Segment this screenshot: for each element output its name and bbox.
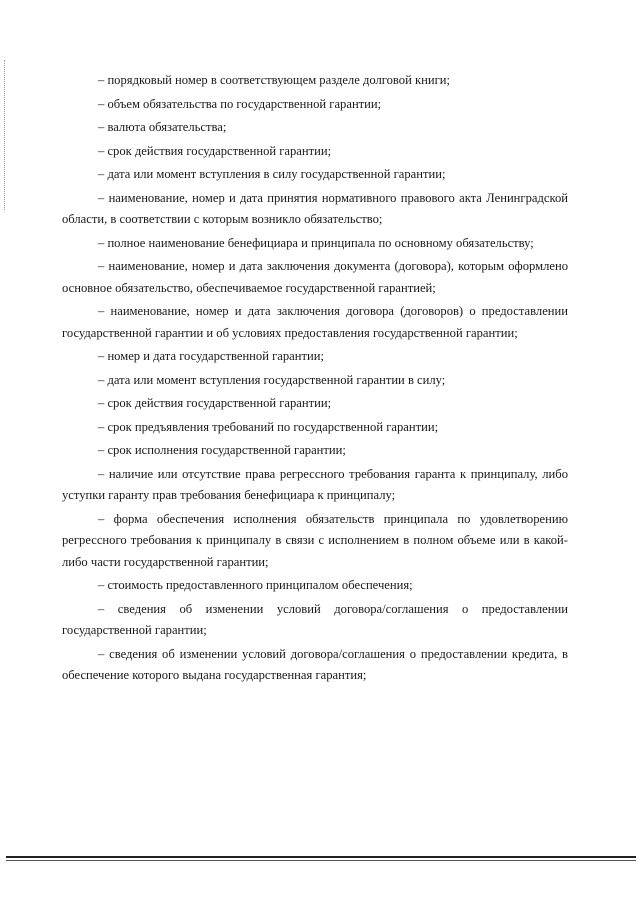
list-item: – валюта обязательства; — [98, 120, 227, 134]
page-bottom-border — [6, 856, 636, 858]
list-item: – наименование, номер и дата заключения документа (договора), которым оформлено основное обязательство, обеспечиваемое государственной гарантией; — [62, 259, 568, 295]
list-item: – дата или момент вступления в силу государственной гарантии; — [98, 167, 446, 181]
list-item: – наименование, номер и дата принятия нормативного правового акта Ленинградской области, в соответствии с которым возникло обязательство; — [62, 190, 568, 226]
scan-margin-mark — [4, 60, 6, 210]
page-bottom-border-shadow — [6, 860, 636, 861]
list-item: – срок исполнения государственной гарантии; — [98, 443, 346, 457]
list-of-requisites — [62, 70, 568, 689]
list-item: – наименование, номер и дата заключения договора (договоров) о предоставлении государственной гарантии и об условиях предоставления государственной гарантии; — [62, 304, 568, 340]
list-item: – стоимость предоставленного принципалом обеспечения; — [98, 578, 413, 592]
list-item: – номер и дата государственной гарантии; — [98, 349, 324, 363]
list-item: – срок действия государственной гарантии; — [98, 396, 332, 410]
list-item: – наличие или отсутствие права регрессного требования гаранта к принципалу, либо уступки гаранту прав требования бенефициара к принципалу; — [62, 466, 568, 502]
list-item: – дата или момент вступления государственной гарантии в силу; — [98, 372, 446, 387]
list-item: – объем обязательства по государственной гарантии; — [98, 96, 382, 111]
list-item: – форма обеспечения исполнения обязательств принципала по удовлетворению регрессного требования к принципалу в связи с исполнением в полном объеме или в какой-либо части государственной гарантии; — [62, 511, 568, 569]
list-item: – срок предъявления требований по государственной гарантии; — [98, 419, 439, 434]
list-item: – сведения об изменении условий договора/соглашения о предоставлении кредита, в обеспечение которого выдана государственная гарантия; — [62, 646, 568, 682]
list-item: – порядковый номер в соответствующем разделе долговой книги; — [98, 73, 450, 87]
list-item: – полное наименование бенефициара и принципала по основному обязательству; — [98, 235, 534, 250]
list-item: – сведения об изменении условий договора/соглашения о предоставлении государственной гарантии; — [62, 601, 568, 637]
list-item: – срок действия государственной гарантии; — [98, 143, 332, 158]
